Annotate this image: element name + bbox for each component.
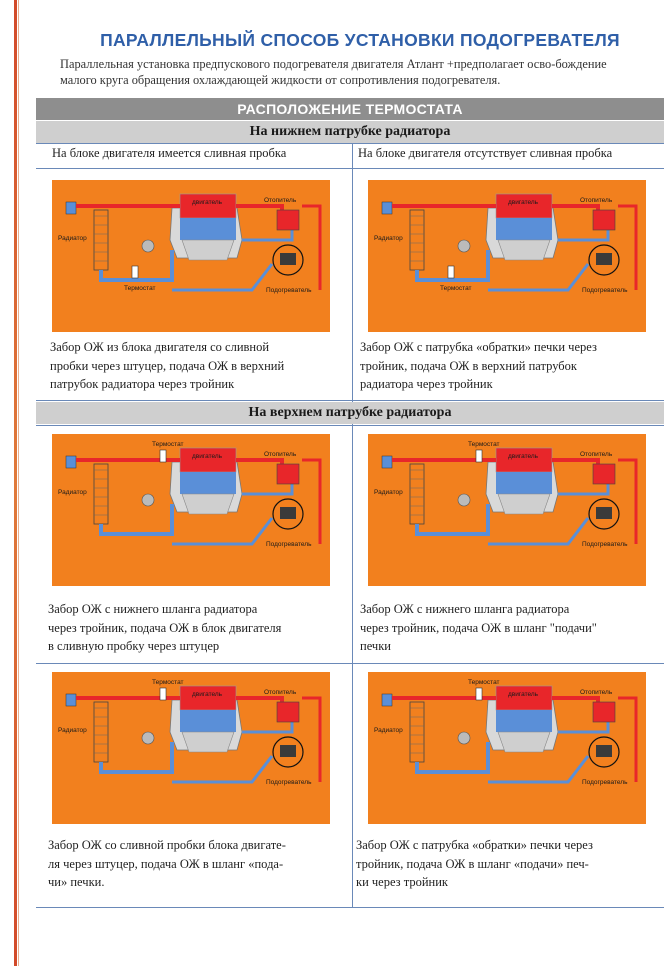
cabin-heater	[277, 210, 299, 230]
oil-pan	[498, 240, 550, 260]
thermostat-label: Термостат	[440, 285, 472, 292]
oil-pan	[498, 732, 550, 752]
thermostat-label: Термостат	[468, 679, 500, 686]
caption-4	[360, 600, 650, 656]
engine-block-cold	[496, 218, 552, 240]
preheater	[596, 253, 612, 265]
section-upper-bar: На верхнем патрубке радиатора	[36, 402, 664, 424]
diagram-panel-3	[52, 434, 330, 586]
cabin-heater-label: Отопитель	[580, 451, 613, 458]
engine-head-hot	[496, 194, 552, 218]
water-pump	[142, 494, 154, 506]
grid-line	[36, 425, 664, 426]
hot-pipe-right	[618, 698, 636, 782]
water-pump	[458, 240, 470, 252]
preheater	[596, 507, 612, 519]
preheater-label: Подогреватель	[266, 287, 312, 294]
water-pump	[142, 240, 154, 252]
grid-line	[36, 663, 664, 664]
cold-pipe-preheater	[172, 518, 272, 544]
caption-6	[356, 836, 646, 892]
oil-pan	[182, 240, 234, 260]
engine-block-cold	[496, 710, 552, 732]
thermostat	[132, 266, 138, 278]
hot-pipe-heater	[552, 698, 598, 712]
preheater-label: Подогреватель	[582, 287, 628, 294]
thermostat	[476, 450, 482, 462]
caption-line: через тройник, подача ОЖ в шланг "подачи"	[360, 620, 597, 635]
oil-pan	[498, 494, 550, 514]
grid-line	[36, 907, 664, 908]
caption-line: Забор ОЖ с патрубка «обратки» печки через	[360, 340, 597, 354]
cabin-heater-label: Отопитель	[264, 451, 297, 458]
cabin-heater-label: Отопитель	[264, 197, 297, 204]
cold-pipe-preheater	[488, 518, 588, 544]
engine-label: двигатель	[192, 199, 223, 206]
grid-line	[36, 168, 664, 169]
preheater-label: Подогреватель	[582, 541, 628, 548]
cabin-heater	[593, 702, 615, 722]
cold-pipe-preheater	[172, 264, 272, 290]
hot-pipe-right	[618, 460, 636, 544]
oil-pan	[182, 494, 234, 514]
grid-line	[36, 400, 664, 401]
expansion-tank	[66, 694, 76, 706]
hot-pipe-right	[302, 206, 320, 290]
engine-block-cold	[496, 472, 552, 494]
caption-line: через тройник, подача ОЖ в блок двигателя	[48, 620, 282, 635]
hot-pipe-right	[302, 698, 320, 782]
cabin-heater-label: Отопитель	[264, 689, 297, 696]
cold-pipe-preheater	[172, 756, 272, 782]
column-header-left: На блоке двигателя имеется сливная пробка	[52, 146, 287, 160]
preheater-label: Подогреватель	[266, 541, 312, 548]
thermostat	[448, 266, 454, 278]
expansion-tank	[66, 456, 76, 468]
cabin-heater-label: Отопитель	[580, 689, 613, 696]
cabin-heater	[593, 464, 615, 484]
caption-line: печки	[360, 639, 391, 653]
preheater	[280, 507, 296, 519]
caption-line: ки через тройник	[356, 875, 448, 889]
oil-pan	[182, 732, 234, 752]
thermostat-label: Термостат	[468, 441, 500, 448]
cold-pipe-preheater	[488, 756, 588, 782]
diagram-panel-1	[52, 180, 330, 332]
cold-pipe-bottom	[101, 742, 172, 772]
caption-2	[360, 338, 650, 394]
cabin-heater	[277, 702, 299, 722]
expansion-tank	[382, 202, 392, 214]
caption-line: ля через штуцер, подача ОЖ в шланг «пода-	[48, 856, 284, 871]
water-pump	[142, 732, 154, 744]
cold-pipe-preheater	[488, 264, 588, 290]
radiator-label: Радиатор	[58, 235, 87, 242]
caption-line: Забор ОЖ с нижнего шланга радиатора	[360, 602, 570, 616]
water-pump	[458, 494, 470, 506]
engine-block-cold	[180, 710, 236, 732]
caption-line: тройник, подача ОЖ в верхний патрубок	[360, 358, 577, 373]
preheater	[280, 745, 296, 757]
preheater	[280, 253, 296, 265]
cabin-heater-label: Отопитель	[580, 197, 613, 204]
caption-line: радиатора через тройник	[360, 377, 493, 391]
preheater	[596, 745, 612, 757]
engine-label: двигатель	[508, 691, 539, 698]
cold-pipe-bottom	[101, 504, 172, 534]
intro-text: Параллельная установка предпускового подогревателя двигателя Атлант +предполагает осво-бождение малого круга обращения охлаждающей жидкости от сопротивления подогревателя.	[60, 57, 607, 87]
radiator-label: Радиатор	[374, 235, 403, 242]
preheater-label: Подогреватель	[582, 779, 628, 786]
engine-head-hot	[496, 448, 552, 472]
thermostat-label: Термостат	[152, 679, 184, 686]
radiator-label: Радиатор	[374, 489, 403, 496]
section-lower-bar: На нижнем патрубке радиатора	[36, 121, 664, 143]
hot-pipe-heater	[552, 460, 598, 474]
thermostat	[160, 450, 166, 462]
thermostat-label: Термостат	[124, 285, 156, 292]
water-pump	[458, 732, 470, 744]
cabin-heater	[593, 210, 615, 230]
radiator-label: Радиатор	[58, 489, 87, 496]
caption-line: тройник, подача ОЖ в шланг «подачи» печ-	[356, 856, 589, 871]
column-header-right: На блоке двигателя отсутствует сливная пробка	[358, 146, 613, 160]
engine-block-cold	[180, 218, 236, 240]
page-edge-line	[18, 0, 19, 966]
caption-3	[48, 600, 338, 656]
cabin-heater	[277, 464, 299, 484]
hot-pipe-right	[302, 460, 320, 544]
engine-head-hot	[180, 686, 236, 710]
engine-label: двигатель	[508, 199, 539, 206]
grid-divider	[352, 143, 353, 908]
engine-label: двигатель	[508, 453, 539, 460]
engine-head-hot	[180, 448, 236, 472]
page-edge	[14, 0, 17, 966]
cold-pipe-bottom	[417, 504, 488, 534]
hot-pipe-heater	[236, 460, 282, 474]
diagram-panel-6	[368, 672, 646, 824]
hot-pipe-right	[618, 206, 636, 290]
caption-line: Забор ОЖ из блока двигателя со сливной	[50, 340, 270, 354]
hot-pipe-heater	[236, 206, 282, 220]
hot-pipe-heater	[236, 698, 282, 712]
engine-block-cold	[180, 472, 236, 494]
thermostat	[160, 688, 166, 700]
diagram-panel-4	[368, 434, 646, 586]
caption-1	[50, 338, 340, 394]
grid-line	[36, 143, 664, 144]
expansion-tank	[382, 456, 392, 468]
radiator-label: Радиатор	[374, 727, 403, 734]
engine-head-hot	[496, 686, 552, 710]
expansion-tank	[66, 202, 76, 214]
engine-label: двигатель	[192, 691, 223, 698]
preheater-label: Подогреватель	[266, 779, 312, 786]
caption-line: Забор ОЖ с патрубка «обратки» печки через	[356, 838, 593, 852]
section-title-bar: РАСПОЛОЖЕНИЕ ТЕРМОСТАТА	[36, 98, 664, 120]
expansion-tank	[382, 694, 392, 706]
radiator-label: Радиатор	[58, 727, 87, 734]
caption-line: в сливную пробку через штуцер	[48, 639, 220, 653]
caption-line: чи» печки.	[48, 875, 105, 889]
thermostat	[476, 688, 482, 700]
caption-line: Забор ОЖ с нижнего шланга радиатора	[48, 602, 258, 616]
engine-label: двигатель	[192, 453, 223, 460]
caption-line: патрубок радиатора через тройник	[50, 377, 235, 391]
thermostat-label: Термостат	[152, 441, 184, 448]
engine-head-hot	[180, 194, 236, 218]
diagram-panel-5	[52, 672, 330, 824]
caption-line: пробки через штуцер, подача ОЖ в верхний	[50, 358, 285, 373]
hot-pipe-heater	[552, 206, 598, 220]
caption-5	[48, 836, 338, 892]
diagram-panel-2	[368, 180, 646, 332]
page-title: ПАРАЛЛЕЛЬНЫЙ СПОСОБ УСТАНОВКИ ПОДОГРЕВАТЕЛЯ	[100, 30, 620, 50]
caption-line: Забор ОЖ со сливной пробки блока двигате-	[48, 838, 286, 852]
cold-pipe-bottom	[417, 742, 488, 772]
